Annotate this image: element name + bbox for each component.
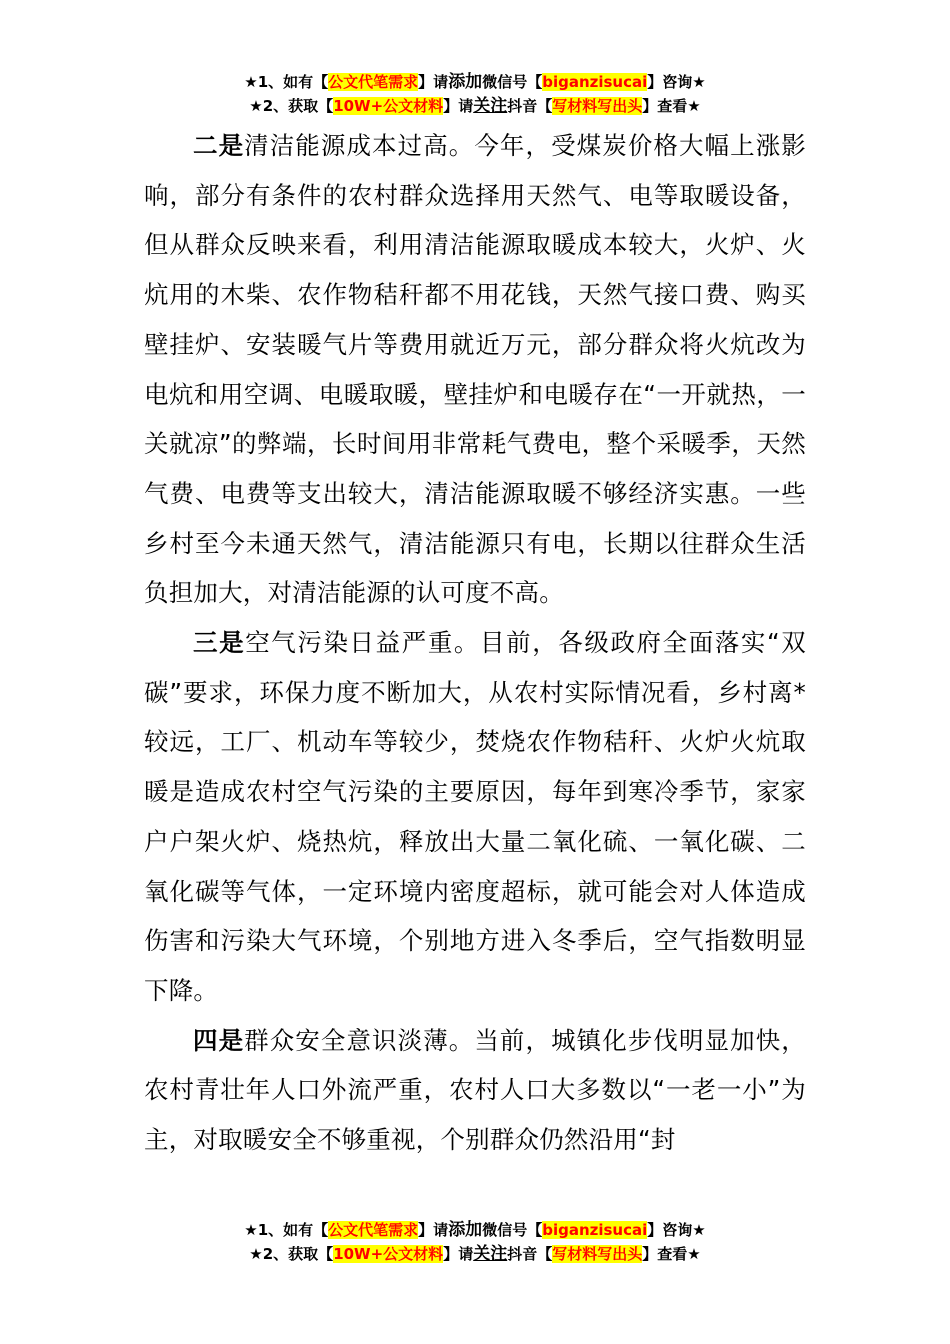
- paragraph-2: [144, 121, 806, 618]
- banner-text: 】请: [443, 97, 474, 115]
- banner-text: 】咨询★: [647, 1221, 706, 1239]
- banner-text: 】查看★: [642, 1245, 701, 1263]
- footer-banner-line-1: [0, 1218, 950, 1242]
- paragraph-4: [144, 1016, 806, 1165]
- banner-text: 抖音【: [507, 1245, 553, 1263]
- paragraph-lead: 三是: [193, 628, 246, 658]
- banner-emphasis: 关注: [473, 96, 508, 116]
- header-banner: [0, 70, 950, 118]
- banner-text: ★2、获取【: [249, 97, 334, 115]
- paragraph-3: [144, 618, 806, 1016]
- banner-highlight: 10W+公文材料: [333, 97, 444, 115]
- paragraph-text: 群众安全意识淡薄。当前，城镇化步伐明显加快，农村青壮年人口外流严重，农村人口大多数以“一老一小”为主，对取暖安全不够重视，个别群众仍然沿用“封: [144, 1025, 806, 1155]
- banner-text: 】请: [418, 1221, 449, 1239]
- banner-text: 】请: [418, 73, 449, 91]
- banner-emphasis: 添加: [448, 1220, 483, 1240]
- banner-text: 微信号【: [482, 1221, 543, 1239]
- banner-text: 】咨询★: [647, 73, 706, 91]
- banner-highlight: 公文代笔需求: [328, 73, 419, 91]
- douyin-account-highlight: 写材料写出头: [552, 1245, 643, 1263]
- banner-text: 】请: [443, 1245, 474, 1263]
- banner-highlight: 公文代笔需求: [328, 1221, 419, 1239]
- paragraph-text: 空气污染日益严重。目前，各级政府全面落实“双碳”要求，环保力度不断加大，从农村实际情况看，乡村离*较远，工厂、机动车等较少，焚烧农作物秸秆、火炉火炕取暖是造成农村空气污染的主要原因，每年到寒冷季节，家家户户架火炉、烧热炕，释放出大量二氧化硫、一氧化碳、二氧化碳等气体，一定环境内密度超标，就可能会对人体造成伤害和污染大气环境，个别地方进入冬季后，空气指数明显下降。: [144, 628, 806, 1005]
- wechat-id-highlight: biganzisucai: [542, 73, 648, 91]
- banner-text: ★1、如有【: [244, 73, 329, 91]
- banner-emphasis: 关注: [473, 1244, 508, 1264]
- douyin-account-highlight: 写材料写出头: [552, 97, 643, 115]
- wechat-id-highlight: biganzisucai: [542, 1221, 648, 1239]
- banner-text: ★1、如有【: [244, 1221, 329, 1239]
- banner-text: 微信号【: [482, 73, 543, 91]
- paragraph-text: 清洁能源成本过高。今年，受煤炭价格大幅上涨影响，部分有条件的农村群众选择用天然气、电等取暖设备，但从群众反映来看，利用清洁能源取暖成本较大，火炉、火炕用的木柴、农作物秸秆都不用花钱，天然气接口费、购买壁挂炉、安装暖气片等费用就近万元，部分群众将火炕改为电炕和用空调、电暖取暖，壁挂炉和电暖存在“一开就热，一关就凉”的弊端，长时间用非常耗气费电，整个采暖季，天然气费、电费等支出较大，清洁能源取暖不够经济实惠。一些乡村至今未通天然气，清洁能源只有电，长期以往群众生活负担加大，对清洁能源的认可度不高。: [144, 131, 806, 608]
- footer-banner: [0, 1218, 950, 1266]
- paragraph-lead: 二是: [193, 131, 245, 160]
- banner-emphasis: 添加: [448, 72, 483, 92]
- footer-banner-line-2: [0, 1242, 950, 1266]
- paragraph-lead: 四是: [193, 1025, 245, 1055]
- header-banner-line-1: [0, 70, 950, 94]
- banner-text: 】查看★: [642, 97, 701, 115]
- banner-text: ★2、获取【: [249, 1245, 334, 1263]
- banner-highlight: 10W+公文材料: [333, 1245, 444, 1263]
- banner-text: 抖音【: [507, 97, 553, 115]
- header-banner-line-2: [0, 94, 950, 118]
- document-body: [144, 121, 806, 1165]
